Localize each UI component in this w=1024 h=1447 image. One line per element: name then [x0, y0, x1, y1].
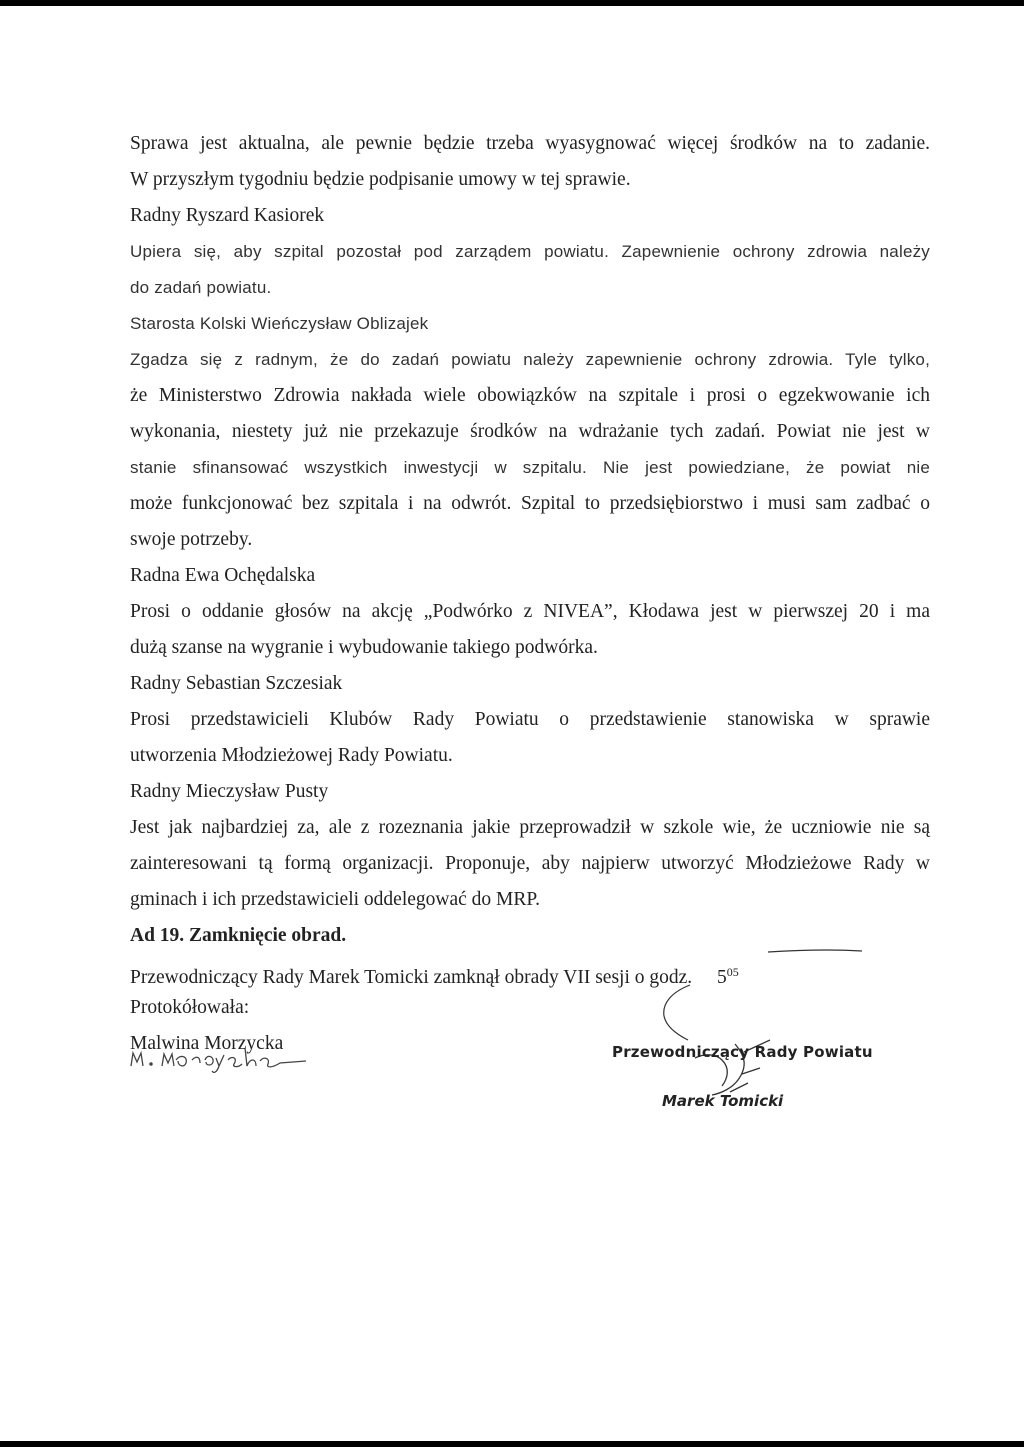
speaker-name: Radny Sebastian Szczesiak	[130, 673, 343, 694]
speaker-name: Starosta Kolski Wieńczysław Oblizajek	[130, 314, 429, 333]
closing-statement	[130, 954, 930, 990]
paragraph-line: Prosi o oddanie głosów na akcję „Podwórko z NIVEA”, Kłodawa jest w pierwszej 20 i ma	[130, 601, 930, 622]
scan-border-bottom	[0, 1441, 1024, 1447]
paragraph-line: swoje potrzeby.	[130, 529, 253, 550]
paragraph-line: do zadań powiatu.	[130, 278, 272, 297]
paragraph-line: wykonania, niestety już nie przekazuje środków na wdrażanie tych zadań. Powiat nie jest w	[130, 421, 930, 442]
paragraph-line: zainteresowani tą formą organizacji. Proponuje, aby najpierw utworzyć Młodzieżowe Rady w	[130, 853, 930, 874]
speaker-name: Radny Ryszard Kasiorek	[130, 205, 325, 226]
section-heading: Ad 19. Zamknięcie obrad.	[130, 925, 347, 946]
closing-time-minutes: 05	[726, 965, 739, 979]
paragraph-line: Upiera się, aby szpital pozostał pod zarządem powiatu. Zapewnienie ochrony zdrowia należy	[130, 242, 930, 261]
paragraph-line: Sprawa jest aktualna, ale pewnie będzie trzeba wyasygnować więcej środków na to zadanie.	[130, 133, 930, 154]
paragraph-line: Jest jak najbardziej za, ale z rozeznania jakie przeprowadził w szkole wie, że uczniowie nie są	[130, 817, 930, 838]
paragraph-line: dużą szanse na wygranie i wybudowanie takiego podwórka.	[130, 637, 598, 658]
paragraph-line: że Ministerstwo Zdrowia nakłada wiele obowiązków na szpitale i prosi o egzekwowanie ich	[130, 385, 930, 406]
paragraph-line: gminach i ich przedstawicieli oddelegować do MRP.	[130, 889, 540, 910]
document-body	[130, 126, 930, 1062]
minutes-author: Malwina Morzycka	[130, 1033, 284, 1054]
minutes-label: Protokółowała:	[130, 997, 250, 1018]
closing-time-hour: 5	[717, 967, 727, 988]
speaker-name: Radny Mieczysław Pusty	[130, 781, 329, 802]
stamp-name: Marek Tomicki	[662, 1092, 784, 1110]
paragraph-line: może funkcjonować bez szpitala i na odwrót. Szpital to przedsiębiorstwo i musi sam zadbać o	[130, 493, 930, 514]
closing-text: Przewodniczący Rady Marek Tomicki zamknął obrady VII sesji o godz.	[130, 967, 693, 988]
closing-time	[717, 967, 739, 988]
paragraph-line: Zgadza się z radnym, że do zadań powiatu należy zapewnienie ochrony zdrowia. Tyle tylko,	[130, 350, 930, 369]
paragraph-line: Prosi przedstawicieli Klubów Rady Powiatu o przedstawienie stanowiska w sprawie	[130, 709, 930, 730]
scan-border-top	[0, 0, 1024, 6]
paragraph-line: W przyszłym tygodniu będzie podpisanie umowy w tej sprawie.	[130, 169, 631, 190]
paragraph-line: stanie sfinansować wszystkich inwestycji w szpitalu. Nie jest powiedziane, że powiat nie	[130, 458, 930, 477]
paragraph-line: utworzenia Młodzieżowej Rady Powiatu.	[130, 745, 453, 766]
speaker-name: Radna Ewa Ochędalska	[130, 565, 316, 586]
stamp-title: Przewodniczący Rady Powiatu	[612, 1043, 873, 1061]
